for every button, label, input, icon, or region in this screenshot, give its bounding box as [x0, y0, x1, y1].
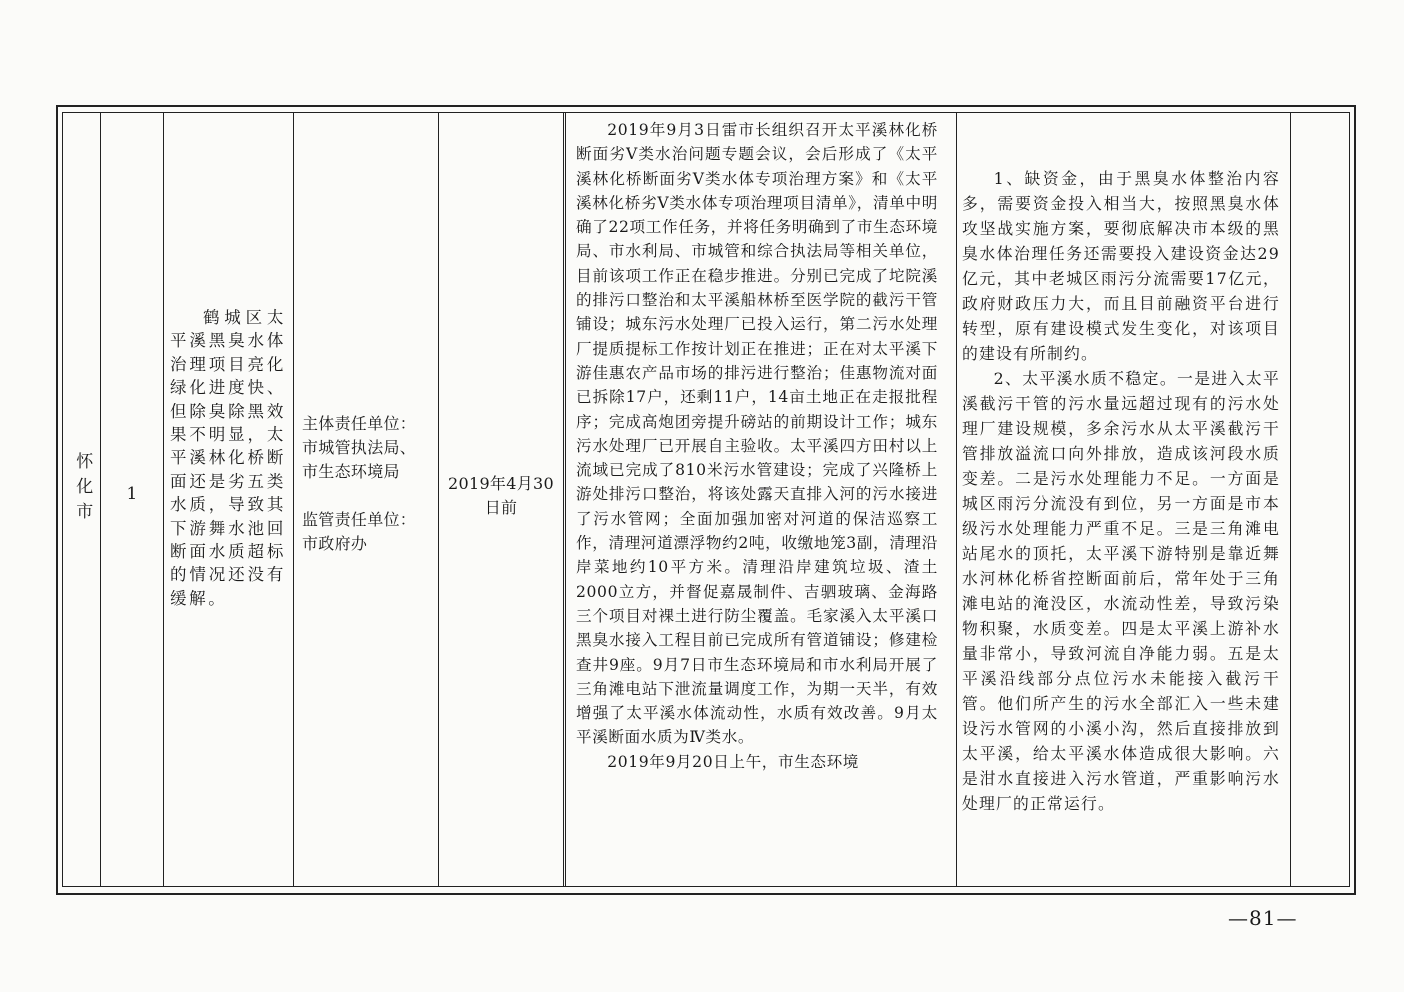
- city-cell: 怀化市: [72, 452, 93, 527]
- problem-cell: [170, 306, 286, 610]
- difficulty-paragraph-1: 1、缺资金，由于黑臭水体整治内容多，需要资金投入相当大，按照黑臭水体攻坚战实施方案，要彻底解决市本级的黑臭水体治理任务还需要投入建设资金达29亿元，其中老城区雨污分流需要17亿元，政府财政压力大，而且目前融资平台进行转型，原有建设模式发生变化，对该项目的建设有所制约。: [962, 169, 1280, 363]
- progress-cell: [576, 118, 938, 884]
- problem-text: 鹤城区太平溪黑臭水体治理项目亮化绿化进度快、但除臭除黑效果不明显，太平溪林化桥断面还是劣五类水质，导致其下游舞水池回断面水质超标的情况还没有缓解。: [170, 308, 286, 608]
- column-divider-double: [563, 112, 566, 887]
- main-responsibility: 主体责任单位：市城管执法局、市生态环境局: [302, 414, 417, 481]
- difficulties-cell: [962, 166, 1280, 816]
- page-number: —81—: [1228, 906, 1298, 930]
- column-divider: [1290, 112, 1291, 887]
- progress-paragraph-2: 2019年9月20日上午，市生态环境: [607, 752, 859, 771]
- column-divider: [956, 112, 957, 887]
- column-divider: [438, 112, 439, 887]
- index-cell: 1: [126, 484, 138, 504]
- column-divider: [293, 112, 294, 887]
- supervise-responsibility: 监管责任单位：市政府办: [302, 510, 417, 553]
- difficulty-paragraph-2: 2、太平溪水质不稳定。一是进入太平溪截污干管的污水量远超过现有的污水处理厂建设规模，多余污水从太平溪截污干管排放溢流口向外排放，造成该河段水质变差。二是污水处理能力不足。一方面是城区雨污分流没有到位，另一方面是市本级污水处理能力严重不足。三是三角滩电站尾水的顶托，太平溪下游特别是靠近舞水河林化桥省控断面前后，常年处于三角滩电站的淹没区，水流动性差，导致污染物积聚，水质变差。四是太平溪上游补水量非常小，导致河流自净能力弱。五是太平溪沿线部分点位污水未能接入截污干管。他们所产生的污水全部汇入一些未建设污水管网的小溪小沟，然后直接排放到太平溪，给太平溪水体造成很大影响。六是泔水直接进入污水管道，严重影响污水处理厂的正常运行。: [962, 369, 1280, 813]
- column-divider: [163, 112, 164, 887]
- progress-paragraph-1: 2019年9月3日雷市长组织召开太平溪林化桥断面劣Ⅴ类水治问题专题会议，会后形成了《太平溪林化桥断面劣Ⅴ类水体专项治理方案》和《太平溪林化桥劣Ⅴ类水体专项治理项目清单》，清单中明确了22项工作任务，并将任务明确到了市生态环境局、市水利局、市城管和综合执法局等相关单位，目前该项工作正在稳步推进。分别已完成了坨院溪的排污口整治和太平溪船林桥至医学院的截污干管铺设；城东污水处理厂已投入运行，第二污水处理厂提质提标工作按计划正在推进；正在对太平溪下游佳惠农产品市场的排污进行整治；佳惠物流对面已拆除17户，还剩11户，14亩土地正在走报批程序；完成高炮团旁提升磅站的前期设计工作；城东污水处理厂已开展自主验收。太平溪四方田村以上流域已完成了810米污水管建设；完成了兴隆桥上游处排污口整治，将该处露天直排入河的污水接进了污水管网；全面加强加密对河道的保洁巡察工作，清理河道漂浮物约2吨，收缴地笼3副，清理沿岸菜地约10平方米。清理沿岸建筑垃圾、渣土2000立方，并督促嘉晟制件、吉驷玻璃、金海路三个项目对裸土进行防尘覆盖。毛家溪入太平溪口黑臭水接入工程目前已完成所有管道铺设；修建检查井9座。9月7日市生态环境局和市水利局开展了三角滩电站下泄流量调度工作，为期一天半，有效增强了太平溪水体流动性，水质有效改善。9月太平溪断面水质为Ⅳ类水。: [576, 121, 938, 747]
- deadline-cell: 2019年4月30日前: [448, 474, 554, 517]
- responsibility-cell: [302, 412, 432, 556]
